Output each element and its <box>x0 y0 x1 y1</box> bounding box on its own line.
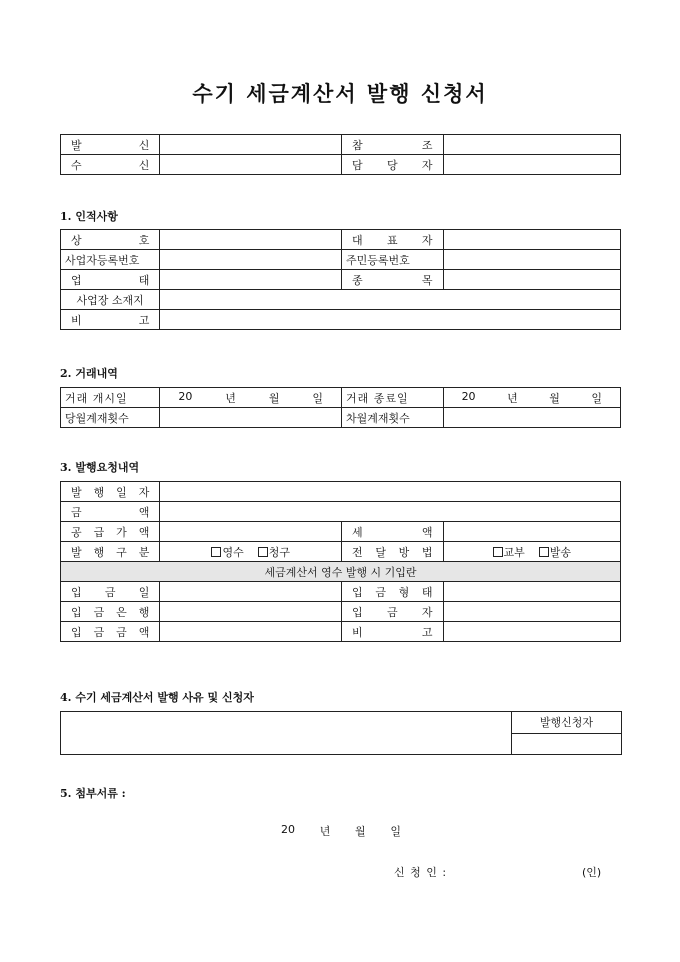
page-title: 수기 세금계산서 발행 신청서 <box>192 81 488 106</box>
footer-year: 년 <box>319 825 331 838</box>
bizno-field[interactable] <box>160 250 342 270</box>
resno-field[interactable] <box>443 250 620 270</box>
footer-yy: 20 <box>281 823 295 836</box>
footer-day: 일 <box>390 825 401 838</box>
checkbox-icon[interactable] <box>539 547 549 557</box>
receipt-option-label: 영수 <box>222 545 244 559</box>
end-date-label: 거래 종료일 <box>342 388 444 408</box>
footer-date <box>281 823 401 839</box>
issue-date-field[interactable] <box>160 482 621 502</box>
biztype-field[interactable] <box>160 270 342 290</box>
end-yy: 20 <box>461 389 476 403</box>
end-day: 일 <box>591 391 602 405</box>
resno-label: 주민등록번호 <box>342 250 444 270</box>
issue-type-label: 발 행 구 분 <box>61 542 160 562</box>
amount-label: 금 액 <box>61 502 160 522</box>
footer-seal: (인) <box>582 866 602 879</box>
payer-label: 입 금 자 <box>342 602 444 622</box>
ref-field[interactable] <box>443 135 620 155</box>
issue-type-options <box>160 542 342 562</box>
pay-note-field[interactable] <box>443 622 620 642</box>
start-date-label: 거래 개시일 <box>61 388 160 408</box>
bank-field[interactable] <box>160 602 342 622</box>
transaction-table <box>60 387 621 428</box>
end-year: 년 <box>507 391 518 405</box>
issue-date-label: 발 행 일 자 <box>61 482 160 502</box>
item-label: 종 목 <box>342 270 444 290</box>
section5-heading: 5. 첨부서류 : <box>60 787 126 800</box>
start-date-field[interactable] <box>160 388 342 408</box>
section2-heading: 2. 거래내역 <box>60 367 118 380</box>
personal-info-table <box>60 229 621 330</box>
addr-label: 사업장 소재지 <box>61 290 160 310</box>
claim-option[interactable] <box>258 544 290 560</box>
claim-option-label: 청구 <box>268 545 290 559</box>
supply-field[interactable] <box>160 522 342 542</box>
pay-amount-label: 입 금 금 액 <box>61 622 160 642</box>
this-month-label: 당월계재횟수 <box>61 408 160 428</box>
end-month: 월 <box>549 391 560 405</box>
footer-applicant-label: 신 청 인 : <box>394 866 448 879</box>
checkbox-icon[interactable] <box>211 547 221 557</box>
delivery-label: 전 달 방 법 <box>342 542 444 562</box>
applicant-field[interactable] <box>512 733 622 755</box>
addr-field[interactable] <box>160 290 621 310</box>
ref-label: 참 조 <box>342 135 444 155</box>
section1-heading: 1. 인적사항 <box>60 210 118 223</box>
amount-field[interactable] <box>160 502 621 522</box>
recv-label: 수 신 <box>61 155 160 175</box>
bank-label: 입 금 은 행 <box>61 602 160 622</box>
pay-note-label: 비 고 <box>342 622 444 642</box>
recv-field[interactable] <box>160 155 342 175</box>
rep-label: 대 표 자 <box>342 230 444 250</box>
footer-month: 월 <box>355 825 366 838</box>
pay-type-label: 입 금 형 태 <box>342 582 444 602</box>
reason-table <box>60 711 622 755</box>
note-label: 비 고 <box>61 310 160 330</box>
start-day: 일 <box>312 391 324 405</box>
item-field[interactable] <box>443 270 620 290</box>
bizno-label: 사업자등록번호 <box>61 250 160 270</box>
hand-option-label: 교부 <box>503 545 525 559</box>
note-field[interactable] <box>160 310 621 330</box>
next-month-field[interactable] <box>443 408 620 428</box>
section4-heading: 4. 수기 세금계산서 발행 사유 및 신청자 <box>60 691 254 704</box>
manager-field[interactable] <box>443 155 620 175</box>
section3-heading: 3. 발행요청내역 <box>60 461 140 474</box>
checkbox-icon[interactable] <box>493 547 503 557</box>
send-option[interactable] <box>539 544 571 560</box>
hand-option[interactable] <box>493 544 525 560</box>
tax-label: 세 액 <box>342 522 444 542</box>
pay-amount-field[interactable] <box>160 622 342 642</box>
pay-date-field[interactable] <box>160 582 342 602</box>
manager-label: 담 당 자 <box>342 155 444 175</box>
company-label: 상 호 <box>61 230 160 250</box>
this-month-field[interactable] <box>160 408 342 428</box>
send-option-label: 발송 <box>549 545 572 559</box>
tax-field[interactable] <box>443 522 620 542</box>
pay-type-field[interactable] <box>443 582 620 602</box>
receipt-option[interactable] <box>211 544 243 560</box>
rep-field[interactable] <box>443 230 620 250</box>
send-label: 발 신 <box>61 135 160 155</box>
reason-field[interactable] <box>61 712 512 755</box>
delivery-options <box>443 542 620 562</box>
supply-label: 공 급 가 액 <box>61 522 160 542</box>
request-table <box>60 481 621 642</box>
receipt-section-header: 세금계산서 영수 발행 시 기입란 <box>61 562 621 582</box>
applicant-label: 발행신청자 <box>512 712 622 734</box>
checkbox-icon[interactable] <box>258 547 268 557</box>
header-table <box>60 134 621 175</box>
end-date-field[interactable] <box>443 388 620 408</box>
start-yy: 20 <box>178 389 193 403</box>
biztype-label: 업 태 <box>61 270 160 290</box>
start-month: 월 <box>268 391 280 405</box>
payer-field[interactable] <box>443 602 620 622</box>
next-month-label: 차월계재횟수 <box>342 408 444 428</box>
pay-date-label: 입 금 일 <box>61 582 160 602</box>
send-field[interactable] <box>160 135 342 155</box>
company-field[interactable] <box>160 230 342 250</box>
start-year: 년 <box>225 391 236 405</box>
